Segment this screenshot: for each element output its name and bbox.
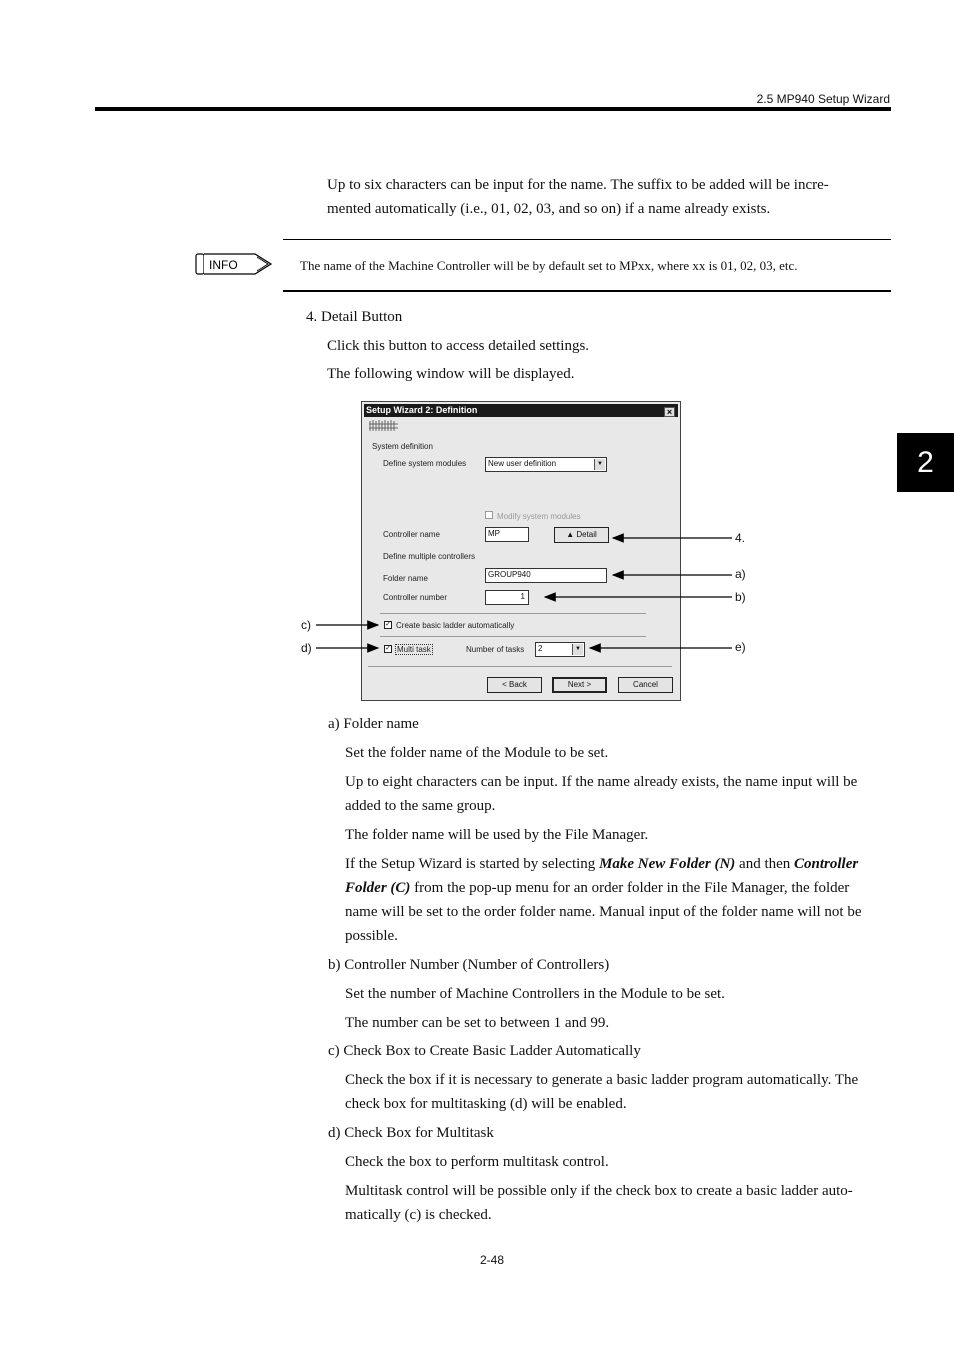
multi-task-label: Multi task bbox=[397, 645, 431, 654]
callout-label-b: b) bbox=[735, 590, 746, 604]
dialog-title: Setup Wizard 2: Definition bbox=[366, 405, 478, 415]
item-a-p4-line1 bbox=[345, 852, 858, 876]
item-a-p4-mid: and then bbox=[735, 856, 795, 872]
controller-name-input[interactable]: MP bbox=[485, 527, 529, 542]
detail-heading: 4. Detail Button bbox=[306, 309, 403, 325]
item-c-heading: c) Check Box to Create Basic Ladder Automatically bbox=[328, 1043, 641, 1059]
number-of-tasks-value: 2 bbox=[538, 644, 543, 653]
close-button[interactable]: × bbox=[664, 407, 675, 417]
intro-line-2: mented automatically (i.e., 01, 02, 03, and so on) if a name already exists. bbox=[327, 201, 771, 217]
info-badge-label: INFO bbox=[209, 258, 238, 272]
item-a-p4-pre: If the Setup Wizard is started by selecting bbox=[345, 856, 600, 872]
item-a-p4-line2-rest: from the pop-up menu for an order folder in the File Manager, the folder bbox=[410, 880, 850, 896]
item-d-heading: d) Check Box for Multitask bbox=[328, 1125, 494, 1141]
item-b-heading: b) Controller Number (Number of Controllers) bbox=[328, 957, 610, 973]
item-a-p2-line1: Up to eight characters can be input. If the name already exists, the name input will be bbox=[345, 774, 858, 790]
define-system-modules-value: New user definition bbox=[488, 459, 557, 468]
item-d-p2-line1: Multitask control will be possible only if the check box to create a basic ladder auto- bbox=[345, 1183, 853, 1199]
callout-label-e: e) bbox=[735, 640, 746, 654]
cancel-button[interactable]: Cancel bbox=[618, 677, 673, 693]
item-a-p1: Set the folder name of the Module to be set. bbox=[345, 745, 609, 761]
triangle-up-icon: ▲ bbox=[566, 530, 577, 539]
folder-name-input[interactable]: GROUP940 bbox=[485, 568, 607, 583]
detail-button-label: Detail bbox=[576, 530, 597, 539]
controller-number-label: Controller number bbox=[383, 593, 448, 602]
define-system-modules-label: Define system modules bbox=[383, 459, 467, 468]
detail-line-1: Click this button to access detailed settings. bbox=[327, 338, 590, 354]
number-of-tasks-label: Number of tasks bbox=[466, 645, 525, 654]
system-definition-label: System definition bbox=[372, 442, 433, 451]
chevron-down-icon: ▼ bbox=[594, 459, 605, 470]
menu-folder-c: Folder (C) bbox=[345, 880, 411, 896]
detail-line-2: The following window will be displayed. bbox=[327, 366, 575, 382]
item-b-p2: The number can be set to between 1 and 99. bbox=[345, 1015, 610, 1031]
callout-label-c: c) bbox=[301, 618, 311, 632]
chevron-down-icon: ▼ bbox=[572, 644, 583, 655]
page-number: 2-48 bbox=[480, 1253, 505, 1267]
controller-name-label: Controller name bbox=[383, 530, 440, 539]
multi-task-checkbox[interactable]: ✓ bbox=[385, 645, 391, 652]
create-basic-ladder-label: Create basic ladder automatically bbox=[396, 621, 515, 630]
menu-make-new-folder: Make New Folder (N) bbox=[599, 856, 736, 872]
item-a-p4-line4: possible. bbox=[345, 928, 398, 944]
back-button[interactable]: < Back bbox=[487, 677, 542, 693]
section-title: 2.5 MP940 Setup Wizard bbox=[756, 92, 890, 106]
item-a-p4-line2 bbox=[345, 876, 849, 900]
menu-controller: Controller bbox=[794, 856, 859, 872]
info-text: The name of the Machine Controller will be by default set to MPxx, where xx is 01, 02, 03, etc. bbox=[300, 258, 798, 273]
callout-label-d: d) bbox=[301, 641, 312, 655]
create-basic-ladder-checkbox[interactable]: ✓ bbox=[385, 621, 391, 628]
modify-system-modules-label: Modify system modules bbox=[497, 512, 581, 521]
callout-label-detail: 4. bbox=[735, 531, 746, 545]
item-a-p3: The folder name will be used by the File Manager. bbox=[345, 827, 649, 843]
define-multiple-controllers-label: Define multiple controllers bbox=[383, 552, 476, 561]
item-c-p1-line1: Check the box if it is necessary to generate a basic ladder program automatically. The bbox=[345, 1072, 859, 1088]
folder-name-label: Folder name bbox=[383, 574, 428, 583]
item-a-heading: a) Folder name bbox=[328, 716, 419, 732]
item-c-p1-line2: check box for multitasking (d) will be enabled. bbox=[345, 1096, 627, 1112]
item-b-p1: Set the number of Machine Controllers in the Module to be set. bbox=[345, 986, 725, 1002]
item-a-p2-line2: added to the same group. bbox=[345, 798, 496, 814]
chapter-tab: 2 bbox=[897, 433, 954, 492]
intro-line-1: Up to six characters can be input for the name. The suffix to be added will be incre- bbox=[327, 177, 829, 193]
callout-label-a: a) bbox=[735, 567, 746, 581]
controller-number-input[interactable]: 1 bbox=[485, 590, 529, 605]
next-button[interactable]: Next > bbox=[552, 677, 607, 693]
item-a-p4-line3: name will be set to the order folder name. Manual input of the folder name will not be bbox=[345, 904, 862, 920]
item-d-p1: Check the box to perform multitask control. bbox=[345, 1154, 609, 1170]
item-d-p2-line2: matically (c) is checked. bbox=[345, 1207, 492, 1223]
